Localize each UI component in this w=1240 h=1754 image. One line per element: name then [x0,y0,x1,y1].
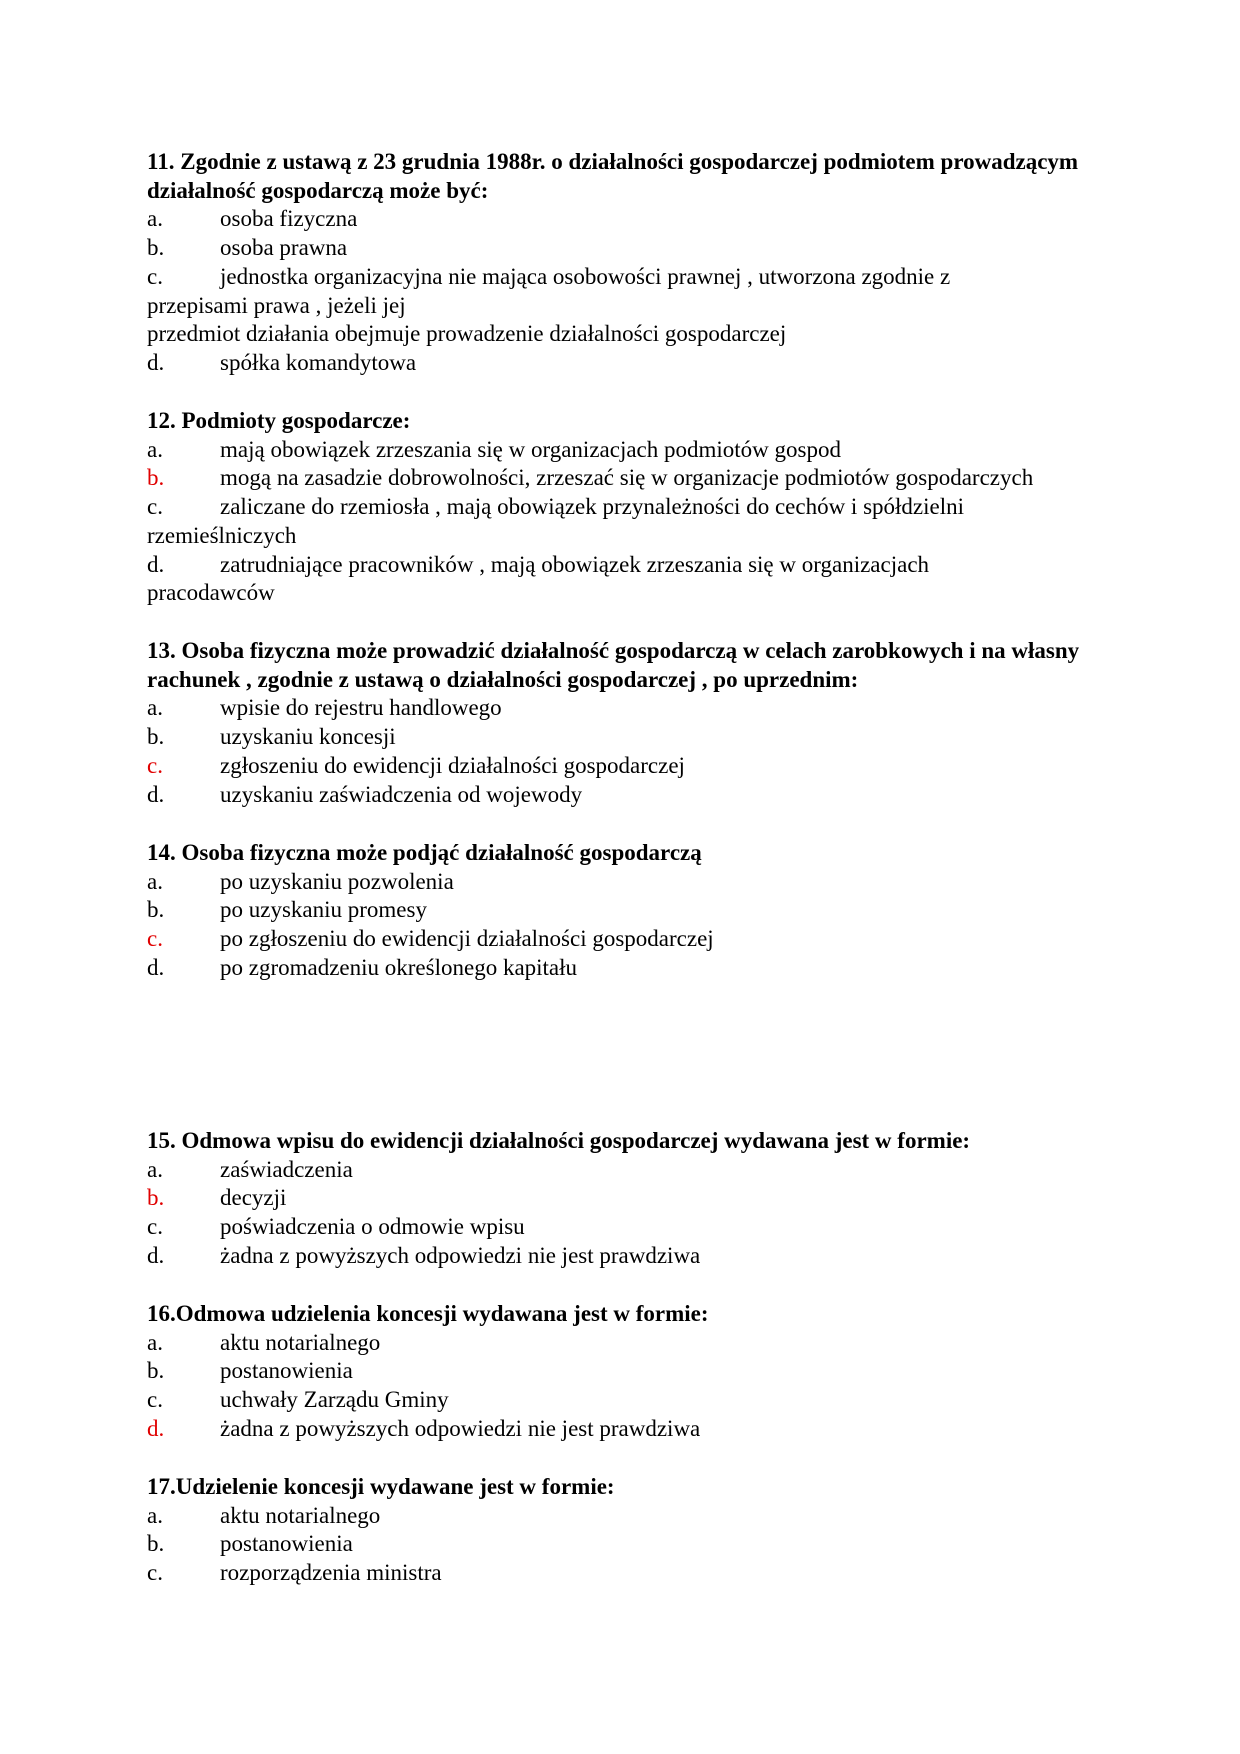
option-a [147,1502,1107,1531]
question-title: 16.Odmowa udzielenia koncesji wydawana jest w formie: [147,1301,709,1326]
option-letter: c. [147,494,163,520]
option-letter: b. [147,897,165,923]
option-d [147,781,1107,810]
question-12 [147,407,1107,608]
option-letter: b. [147,1531,165,1557]
option-a [147,436,1107,465]
option-letter-highlighted: d. [147,1415,165,1441]
option-letter: a. [147,695,163,721]
option-text: postanowienia [220,1531,353,1557]
option-letter: c. [147,1387,163,1413]
option-text: mają obowiązek zrzeszania się w organizacjach podmiotów gospod [220,436,841,462]
option-c [147,263,1107,292]
option-b [147,1530,1107,1559]
option-letter: c. [147,1214,163,1240]
option-text: zaliczane do rzemiosła , mają obowiązek przynależności do cechów i spółdzielni [220,494,964,520]
option-text: mogą na zasadzie dobrowolności, zrzeszać się w organizacje podmiotów gospodarczych [220,465,1034,491]
option-continuation: pracodawców [147,580,275,606]
option-continuation: przepisami prawa , jeżeli jej [147,292,406,318]
option-text: zaświadczenia [220,1156,353,1182]
option-text: osoba fizyczna [220,206,358,232]
option-c [147,752,1107,781]
option-text: zgłoszeniu do ewidencji działalności gospodarczej [220,752,685,778]
question-16 [147,1300,1107,1444]
question-title: 15. Odmowa wpisu do ewidencji działalności gospodarczej wydawana jest w formie: [147,1128,971,1153]
question-title: 11. Zgodnie z ustawą z 23 grudnia 1988r. o działalności gospodarczej podmiotem prowadzącym działalność gospodarczą może być: [147,149,1079,203]
option-a [147,694,1107,723]
option-letter: c. [147,263,163,289]
option-b [147,1184,1107,1213]
option-letter: b. [147,1358,165,1384]
option-b [147,723,1107,752]
option-c [147,493,1107,522]
option-text: po zgromadzeniu określonego kapitału [220,954,578,980]
option-letter: c. [147,1560,163,1586]
option-letter: a. [147,206,163,232]
option-b [147,464,1107,493]
option-text: po uzyskaniu promesy [220,897,427,923]
option-letter-highlighted: c. [147,926,163,952]
question-title: 13. Osoba fizyczna może prowadzić działalność gospodarczą w celach zarobkowych i na własny rachunek , zgodnie z ustawą o działalności gospodarczej , po uprzednim: [147,638,1080,692]
option-letter: a. [147,868,163,894]
option-text: aktu notarialnego [220,1502,381,1528]
option-c [147,1386,1107,1415]
option-b [147,896,1107,925]
option-text: żadna z powyższych odpowiedzi nie jest prawdziwa [220,1242,701,1268]
option-letter: d. [147,349,165,375]
question-14 [147,839,1107,983]
option-text: uzyskaniu koncesji [220,724,396,750]
question-11 [147,148,1107,378]
option-b [147,234,1107,263]
option-continuation: przedmiot działania obejmuje prowadzenie działalności gospodarczej [147,321,787,347]
option-text: po zgłoszeniu do ewidencji działalności gospodarczej [220,926,714,952]
option-letter: b. [147,235,165,261]
question-title: 12. Podmioty gospodarcze: [147,408,411,433]
option-letter: d. [147,781,165,807]
option-d [147,349,1107,378]
option-d [147,551,1107,580]
option-letter: d. [147,954,165,980]
option-text: uchwały Zarządu Gminy [220,1387,449,1413]
option-text: aktu notarialnego [220,1329,381,1355]
option-continuation: rzemieślniczych [147,522,297,548]
option-letter-highlighted: c. [147,752,163,778]
option-text: po uzyskaniu pozwolenia [220,868,454,894]
question-title: 17.Udzielenie koncesji wydawane jest w formie: [147,1474,615,1499]
question-13 [147,637,1107,809]
question-title: 14. Osoba fizyczna może podjąć działalność gospodarczą [147,840,702,865]
option-text: spółka komandytowa [220,349,417,375]
option-a [147,1156,1107,1185]
option-letter: b. [147,724,165,750]
option-letter-highlighted: b. [147,1185,165,1211]
option-text: rozporządzenia ministra [220,1560,442,1586]
option-a [147,205,1107,234]
option-letter-highlighted: b. [147,465,165,491]
option-letter: d. [147,1242,165,1268]
option-letter: a. [147,1502,163,1528]
option-text: jednostka organizacyjna nie mająca osobowości prawnej , utworzona zgodnie z [220,263,951,289]
option-text: uzyskaniu zaświadczenia od wojewody [220,781,583,807]
option-text: postanowienia [220,1358,353,1384]
option-d [147,1415,1107,1444]
question-15 [147,1127,1107,1271]
option-text: osoba prawna [220,235,348,261]
option-d [147,1242,1107,1271]
option-a [147,868,1107,897]
option-text: poświadczenia o odmowie wpisu [220,1214,525,1240]
option-c [147,1213,1107,1242]
option-b [147,1357,1107,1386]
option-letter: a. [147,1329,163,1355]
question-17 [147,1473,1107,1588]
option-text: wpisie do rejestru handlowego [220,695,502,721]
option-c [147,1559,1107,1588]
option-text: zatrudniające pracowników , mają obowiązek zrzeszania się w organizacjach [220,551,930,577]
option-text: żadna z powyższych odpowiedzi nie jest prawdziwa [220,1415,701,1441]
option-letter: d. [147,551,165,577]
option-letter: a. [147,1156,163,1182]
option-d [147,954,1107,983]
option-a [147,1329,1107,1358]
option-c [147,925,1107,954]
option-text: decyzji [220,1185,287,1211]
option-letter: a. [147,436,163,462]
